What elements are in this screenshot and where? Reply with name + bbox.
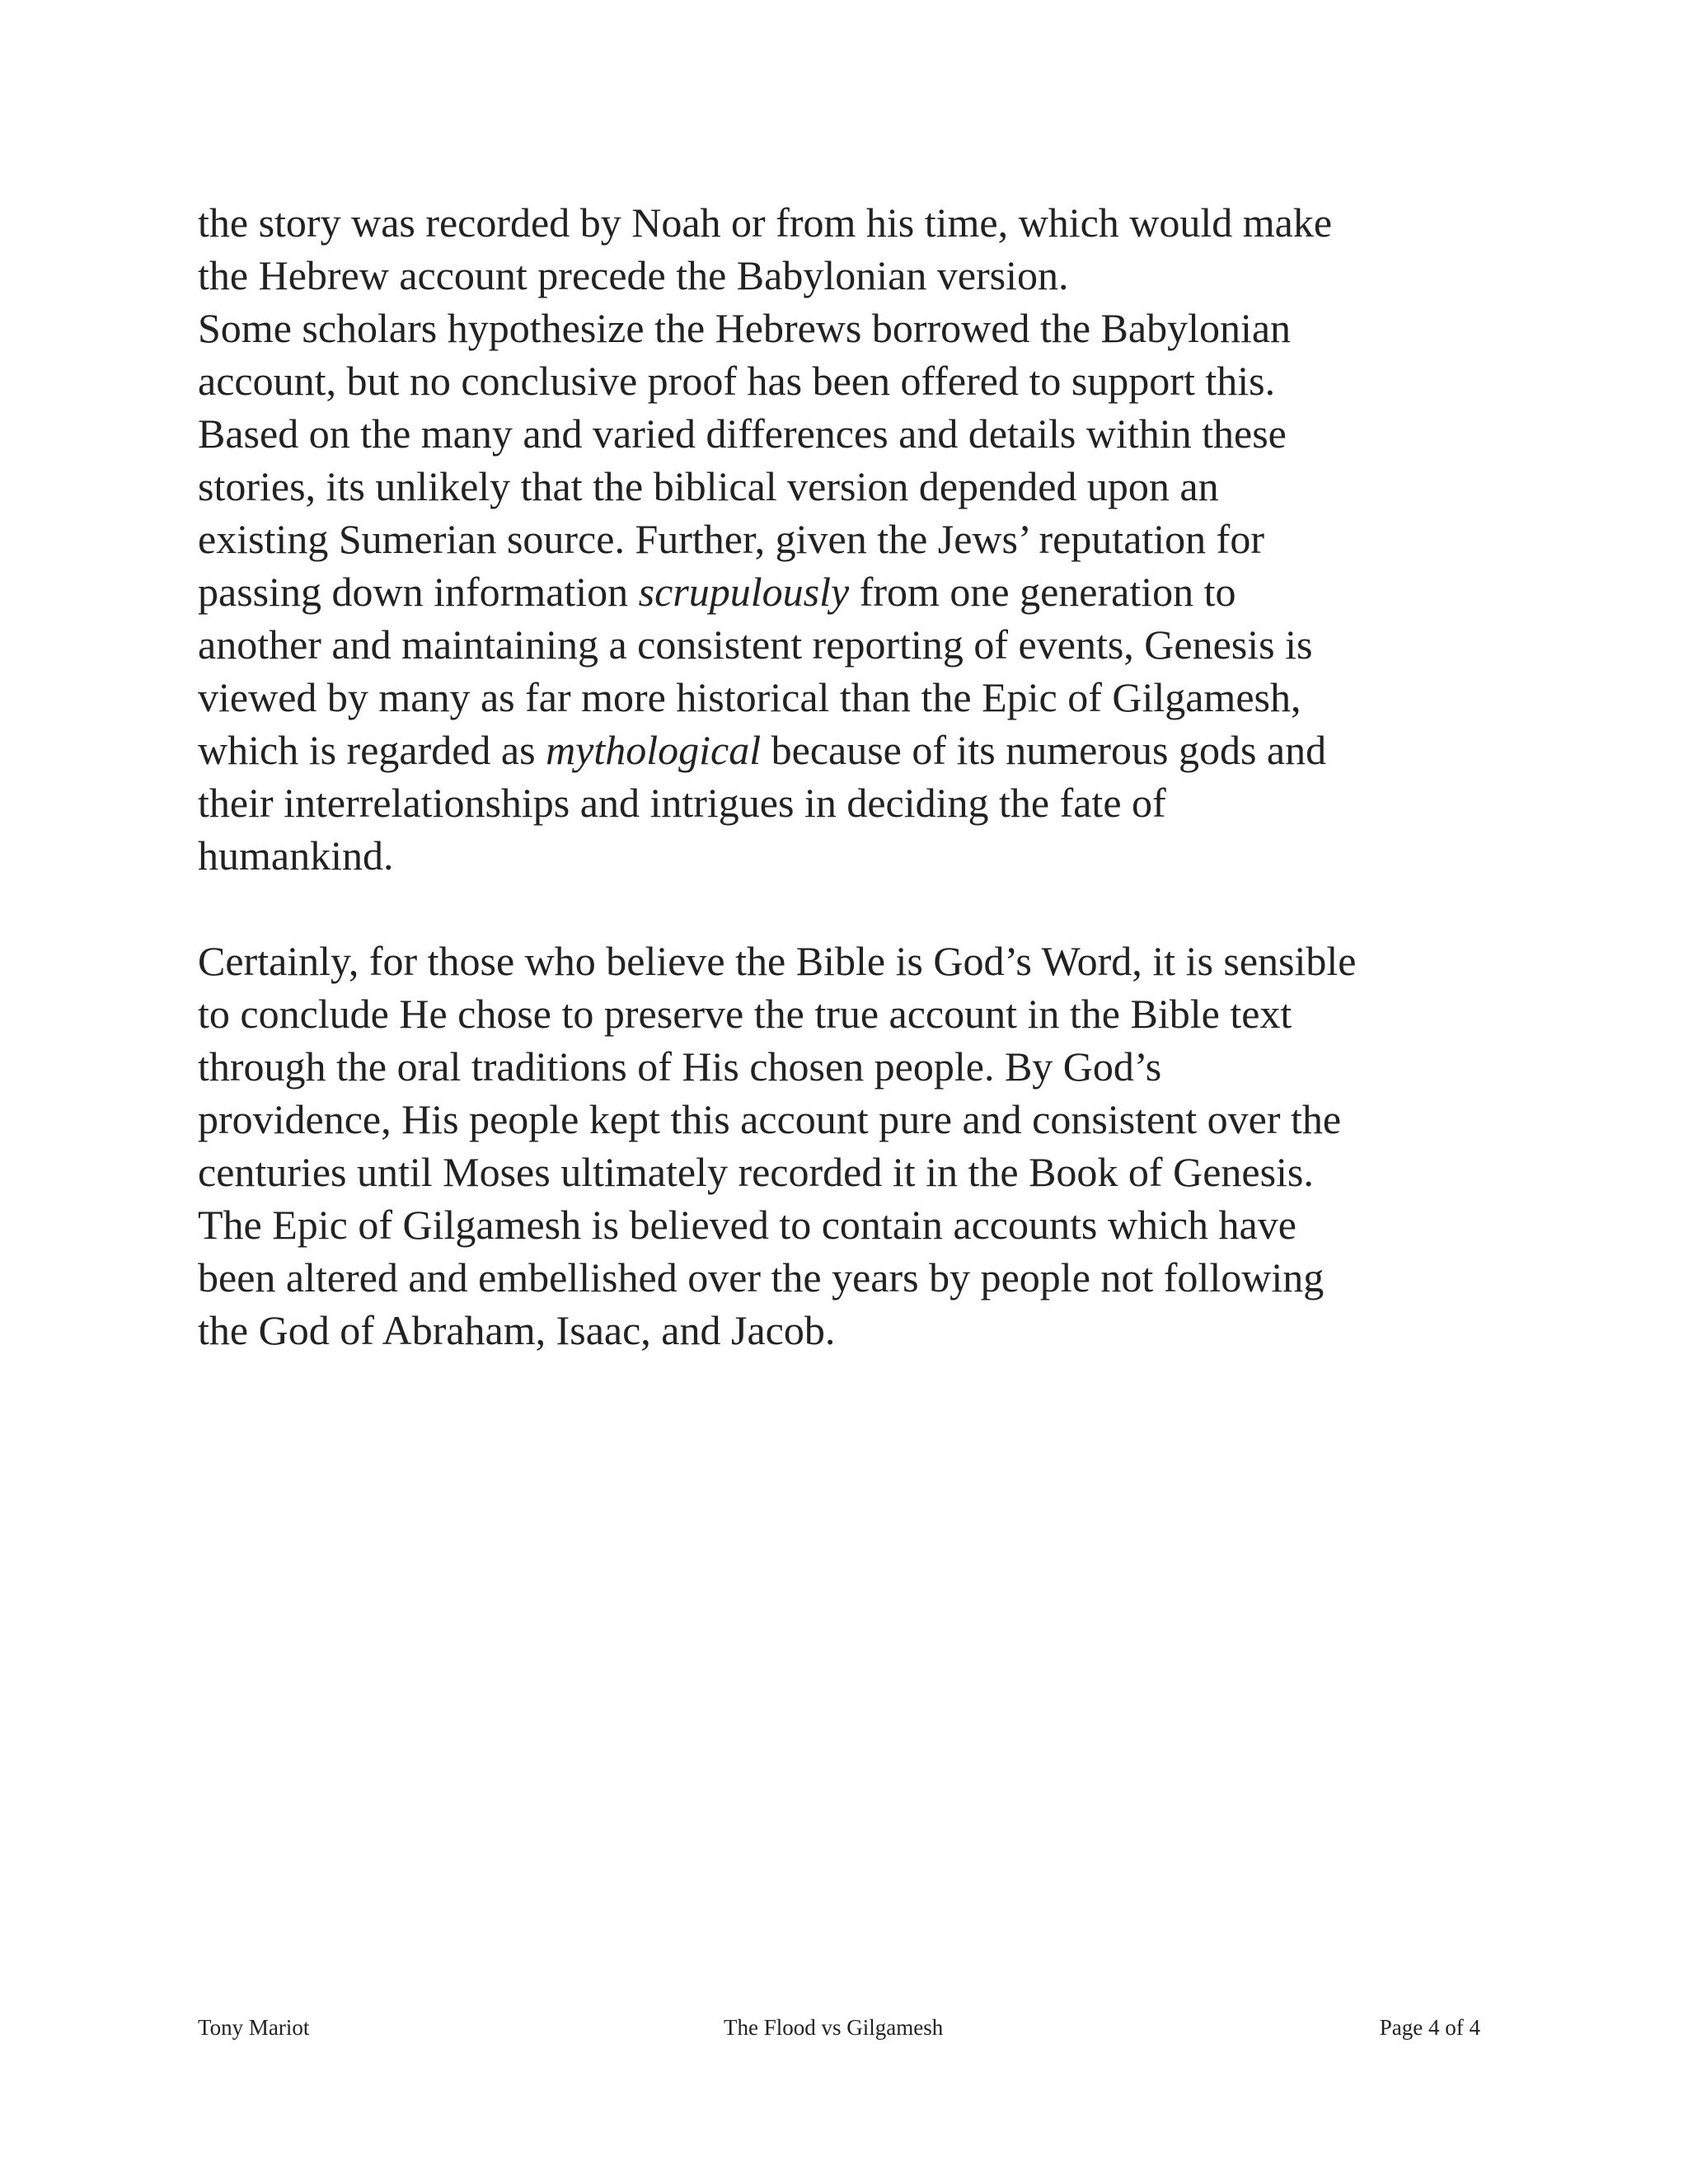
text-line: the Hebrew account precede the Babylonian version. (198, 252, 1069, 298)
text-line: viewed by many as far more historical than the Epic of Gilgamesh, (198, 674, 1301, 720)
text-line: centuries until Moses ultimately recorded it in the Book of Genesis. (198, 1149, 1314, 1195)
text-line: been altered and embellished over the years by people not following (198, 1254, 1325, 1301)
footer-author: Tony Mariot (198, 2015, 310, 2040)
text-line: to conclude He chose to preserve the true account in the Bible text (198, 991, 1292, 1037)
footer-page-number: Page 4 of 4 (1379, 2015, 1480, 2040)
text-line: their interrelationships and intrigues in deciding the fate of (198, 780, 1166, 826)
text-run: passing down information (198, 569, 639, 615)
emphasis-scrupulously: scrupulously (638, 569, 850, 615)
text-line: Some scholars hypothesize the Hebrews borrowed the Babylonian (198, 305, 1292, 351)
text-line: the story was recorded by Noah or from his time, which would make (198, 199, 1333, 246)
text-line: The Epic of Gilgamesh is believed to contain accounts which have (198, 1202, 1296, 1248)
document-body (198, 196, 1508, 1357)
text-line: humankind. (198, 832, 394, 879)
text-line: stories, its unlikely that the biblical version depended upon an (198, 463, 1219, 509)
emphasis-mythological: mythological (546, 727, 762, 773)
text-line (198, 565, 1508, 618)
text-line: providence, His people kept this account pure and consistent over the (198, 1096, 1342, 1142)
text-line: Certainly, for those who believe the Bible is God’s Word, it is sensible (198, 938, 1357, 984)
text-line: account, but no conclusive proof has been offered to support this. (198, 358, 1276, 404)
text-run: from one generation to (849, 569, 1236, 615)
text-run: because of its numerous gods and (761, 727, 1327, 773)
text-line: through the oral traditions of His chosen people. By God’s (198, 1043, 1162, 1090)
text-line: Based on the many and varied differences and details within these (198, 410, 1287, 457)
text-line: existing Sumerian source. Further, given the Jews’ reputation for (198, 516, 1264, 562)
text-run: which is regarded as (198, 727, 546, 773)
footer-title: The Flood vs Gilgamesh (724, 2015, 944, 2040)
text-line: another and maintaining a consistent reporting of events, Genesis is (198, 621, 1313, 668)
paragraph-spacer (198, 882, 1508, 935)
text-line (198, 724, 1508, 776)
paragraph-2 (198, 935, 1508, 1357)
paragraph-1 (198, 196, 1508, 882)
text-line: the God of Abraham, Isaac, and Jacob. (198, 1307, 836, 1353)
page-footer (198, 2011, 1480, 2044)
